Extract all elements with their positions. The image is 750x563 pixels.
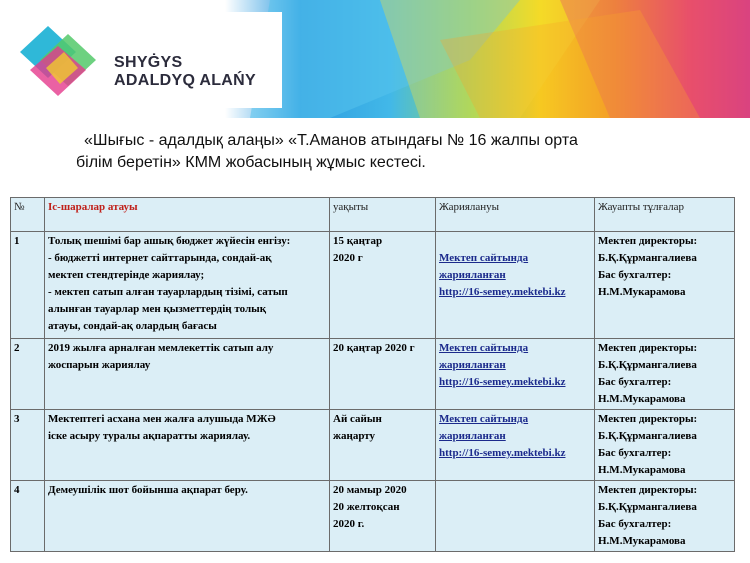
- time-cell-line: 20 мамыр 2020: [333, 484, 407, 496]
- responsible-cell-line: Н.М.Мукарамова: [598, 535, 686, 547]
- activity-cell-line: - мектеп сатып алған тауарлардың тізімі, сатып: [48, 286, 288, 298]
- header-banner: [0, 0, 750, 118]
- time-cell-line: 2020 г: [333, 252, 363, 264]
- responsible-cell-line: Бас бухгалтер:: [598, 447, 672, 459]
- responsible-cell-line: Н.М.Мукарамова: [598, 393, 686, 405]
- logo-line-2: ADALDYQ ALAŃY: [114, 72, 256, 89]
- responsible-cell-line: Бас бухгалтер:: [598, 376, 672, 388]
- responsible-cell-line: Б.Қ.Құрмангалиева: [598, 430, 697, 442]
- responsible-cell-line: Мектеп директоры:: [598, 413, 698, 425]
- publish-link-line[interactable]: Мектеп сайтында: [439, 252, 529, 264]
- publish-link-line[interactable]: Мектеп сайтында: [439, 342, 529, 354]
- publish-link-line[interactable]: http://16-semey.mektebi.kz: [439, 376, 566, 388]
- publish-link-line[interactable]: жарияланған: [439, 430, 506, 442]
- responsible-cell-line: Н.М.Мукарамова: [598, 286, 686, 298]
- activity-cell-line: алынған тауарлар мен қызметтердің толық: [48, 303, 267, 315]
- publish-link: [436, 481, 595, 552]
- time-cell-line: 20 қаңтар 2020 г: [333, 342, 415, 354]
- schedule-table: [10, 197, 735, 552]
- time-cell-line: 20 желтоқсан: [333, 501, 400, 513]
- row-num: 2: [11, 339, 45, 410]
- publish-link: [436, 339, 595, 410]
- activity-cell-line: жоспарын жариялау: [48, 359, 151, 371]
- publish-link-line[interactable]: http://16-semey.mektebi.kz: [439, 286, 566, 298]
- time-cell: [330, 339, 436, 410]
- activity-cell-line: іске асыру туралы ақпаратты жариялау.: [48, 430, 251, 442]
- responsible-cell-line: Бас бухгалтер:: [598, 518, 672, 530]
- time-cell: [330, 410, 436, 481]
- header-publish: Жариялануы: [436, 198, 595, 232]
- table-row: [11, 339, 735, 410]
- publish-link-line[interactable]: жарияланған: [439, 269, 506, 281]
- title-line-1: «Шығыс - адалдық алаңы» «Т.Аманов атындағы № 16 жалпы орта: [84, 132, 578, 149]
- publish-link-line[interactable]: Мектеп сайтында: [439, 413, 529, 425]
- row-num: 3: [11, 410, 45, 481]
- table-header-row: [11, 198, 735, 232]
- responsible-cell-line: Б.Қ.Құрмангалиева: [598, 501, 697, 513]
- activity-cell: [45, 481, 330, 552]
- responsible-cell-line: Бас бухгалтер:: [598, 269, 672, 281]
- time-cell: [330, 232, 436, 339]
- activity-cell-line: - бюджетті интернет сайттарында, сондай-ақ: [48, 252, 272, 264]
- logo-wordmark: [114, 54, 256, 90]
- activity-cell-line: мектеп стендтерінде жариялау;: [48, 269, 205, 281]
- logo-mark-icon: [6, 12, 106, 108]
- responsible-cell-line: Б.Қ.Құрмангалиева: [598, 252, 697, 264]
- activity-cell-line: атауы, сондай-ақ олардың бағасы: [48, 320, 217, 332]
- activity-cell-line: Толық шешімі бар ашық бюджет жүйесін енгізу:: [48, 235, 291, 247]
- table-row: [11, 232, 735, 339]
- table-row: [11, 410, 735, 481]
- header-time: уақыты: [330, 198, 436, 232]
- row-num: 1: [11, 232, 45, 339]
- responsible-cell-line: Н.М.Мукарамова: [598, 464, 686, 476]
- page-title: [76, 130, 716, 174]
- activity-cell: [45, 232, 330, 339]
- logo-line-1: SHYĠYS: [114, 54, 183, 71]
- responsible-cell: [595, 481, 735, 552]
- responsible-cell-line: Мектеп директоры:: [598, 484, 698, 496]
- time-cell-line: жаңарту: [333, 430, 376, 442]
- publish-link: [436, 232, 595, 339]
- time-cell-line: 2020 г.: [333, 518, 365, 530]
- responsible-cell-line: Мектеп директоры:: [598, 235, 698, 247]
- header-responsible: Жауапты тұлғалар: [595, 198, 735, 232]
- time-cell-line: 15 қаңтар: [333, 235, 383, 247]
- row-num: 4: [11, 481, 45, 552]
- publish-link-line[interactable]: жарияланған: [439, 359, 506, 371]
- publish-link: [436, 410, 595, 481]
- responsible-cell: [595, 410, 735, 481]
- activity-cell-line: 2019 жылға арналған мемлекеттік сатып алу: [48, 342, 274, 354]
- table-body: [11, 232, 735, 552]
- time-cell-line: Ай сайын: [333, 413, 382, 425]
- publish-link-line[interactable]: http://16-semey.mektebi.kz: [439, 447, 566, 459]
- logo-box: [6, 12, 282, 108]
- responsible-cell-line: Мектеп директоры:: [598, 342, 698, 354]
- time-cell: [330, 481, 436, 552]
- activity-cell-line: Мектептегі асхана мен жалға алушыда МЖӘ: [48, 413, 276, 425]
- header-activity: Іс-шаралар атауы: [45, 198, 330, 232]
- responsible-cell-line: Б.Қ.Құрмангалиева: [598, 359, 697, 371]
- header-num: №: [11, 198, 45, 232]
- responsible-cell: [595, 232, 735, 339]
- title-line-2: білім беретін» КММ жобасының жұмыс кестесі.: [76, 154, 426, 171]
- activity-cell-line: Демеушілік шот бойынша ақпарат беру.: [48, 484, 248, 496]
- activity-cell: [45, 339, 330, 410]
- responsible-cell: [595, 339, 735, 410]
- activity-cell: [45, 410, 330, 481]
- table-row: [11, 481, 735, 552]
